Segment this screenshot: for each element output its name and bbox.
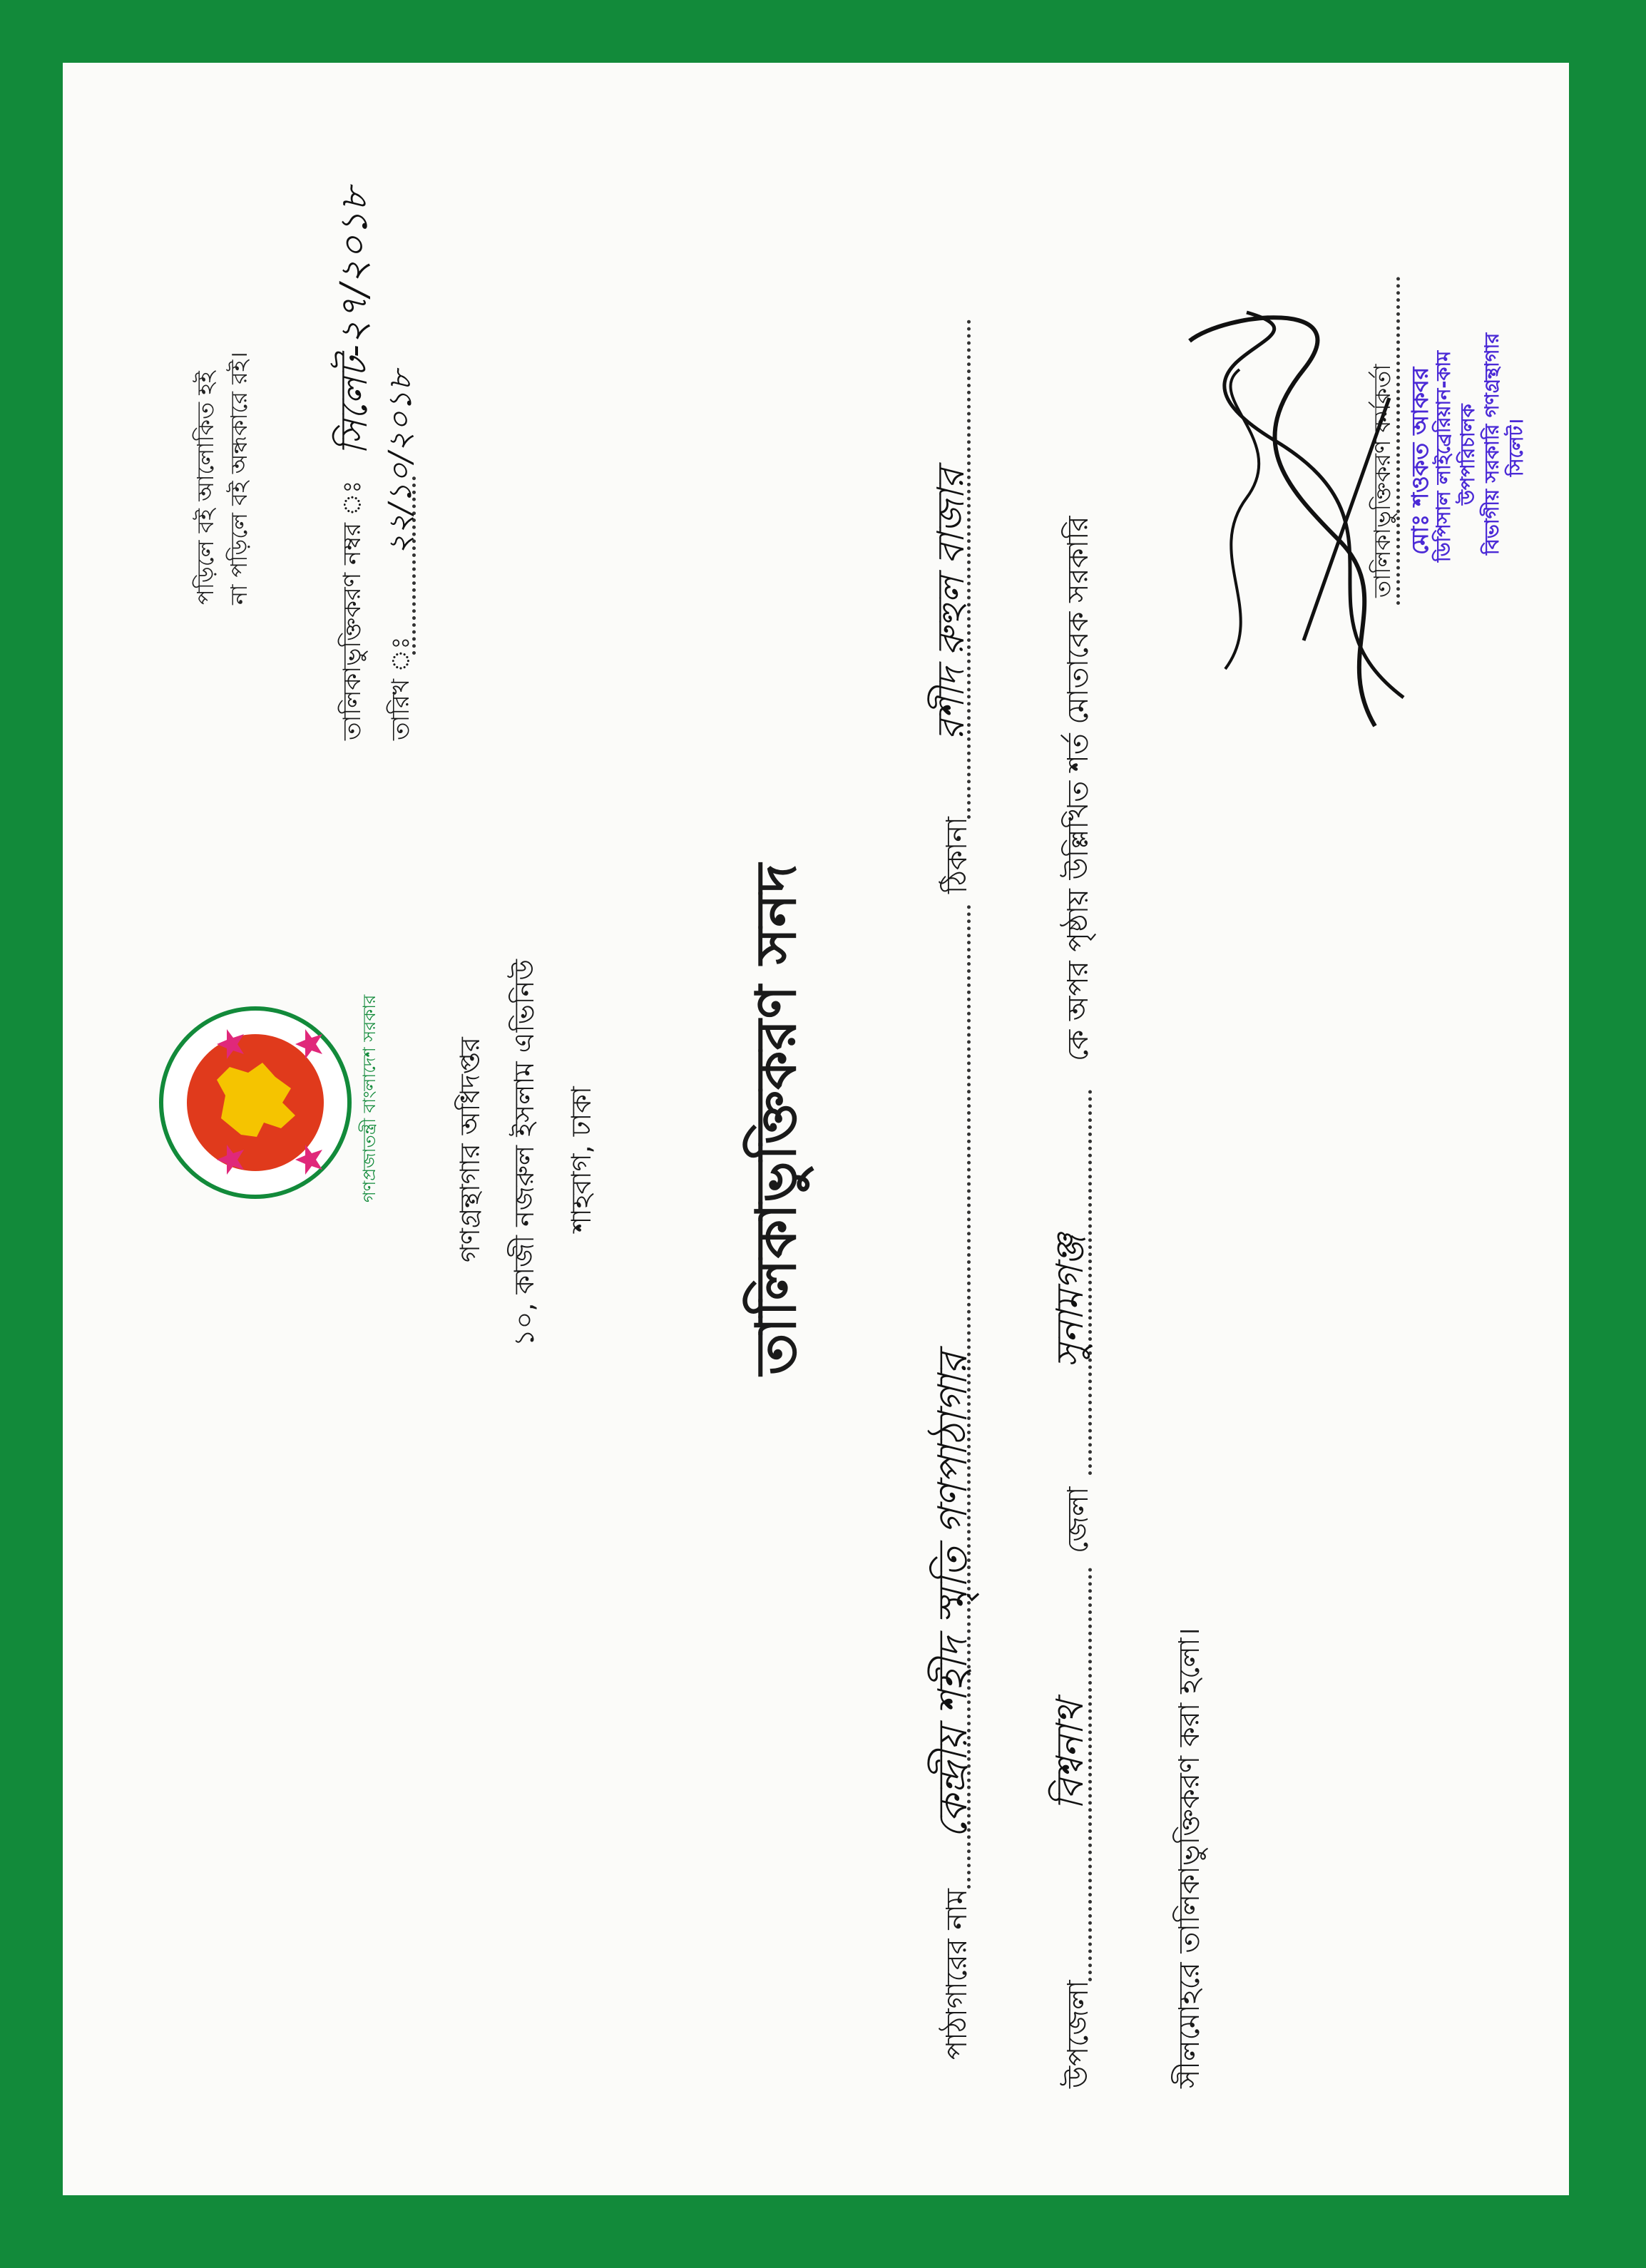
- registration-date-label: তারিখ ঃ: [387, 636, 415, 740]
- upazila-value: বিশ্বনাথ: [1049, 1700, 1092, 1810]
- registration-date-value: ২২/১০/২০১৮: [382, 370, 419, 555]
- condition-text: কে অপর পৃষ্ঠায় উল্লিখিত শর্ত মোতাবেক সরকারি: [1062, 516, 1095, 1061]
- officer-title: তালিকাভুক্তিকরণ কর্মকর্তা: [1369, 364, 1396, 598]
- office-name: গণগ্রন্থাগার অধিদপ্তর: [454, 1037, 486, 1262]
- registration-number-value: সিলেট-২৭/২০১৮: [333, 187, 376, 455]
- library-name-label: পাঠাগারের নাম: [941, 1888, 973, 2060]
- library-name-value: কেন্দ্রীয় শহীদ স্মৃতি গণপাঠাগার: [930, 1352, 976, 1839]
- location-label: ঠিকানা: [941, 817, 973, 894]
- stamp-line-4: বিভাগীয় সরকারি গণগ্রন্থাগার: [1481, 332, 1503, 555]
- location-value: রশীদ রুহুল বাজার: [930, 469, 973, 740]
- motto-line-2: না পড়িলে বই অন্ধকারে রই।: [225, 352, 252, 605]
- office-address-line-2: শাহবাগ, ঢাকা: [566, 1086, 597, 1232]
- certificate-title: তালিকাভুক্তিকরণ সনদ: [745, 863, 809, 1375]
- stamp-line-5: সিলেট।: [1506, 419, 1528, 476]
- registration-number-label: তালিকাভুক্তিকরণ নম্বর ঃ: [338, 480, 367, 740]
- stamp-line-3: উপপরিচালক: [1457, 404, 1479, 505]
- office-address-line-1: ১০, কাজী নজরুল ইসলাম এভিনিউ: [508, 959, 540, 1347]
- closing-text: সীলমোহরে তালিকাভুক্তিকরণ করা হলো।: [1173, 1628, 1206, 2088]
- motto-line-1: পড়িলে বই আলোকিত হই: [192, 371, 219, 605]
- stamp-line-1: মোঃ শওকত আকবর: [1406, 367, 1433, 555]
- seal-ring-text: গণপ্রজাতন্ত্রী বাংলাদেশ সরকার: [359, 994, 379, 1202]
- district-label: জেলা: [1062, 1486, 1095, 1553]
- district-value: সুনামগঞ্জ: [1049, 1234, 1092, 1368]
- certificate-sheet: [63, 63, 1569, 2195]
- certificate-paper: [63, 63, 1569, 2195]
- upazila-label: উপজেলা: [1062, 1980, 1095, 2088]
- stamp-line-2: ডিপিসাল লাইব্রেরিয়ান-কাম: [1433, 350, 1455, 562]
- bangladesh-government-seal-icon: [155, 1003, 355, 1202]
